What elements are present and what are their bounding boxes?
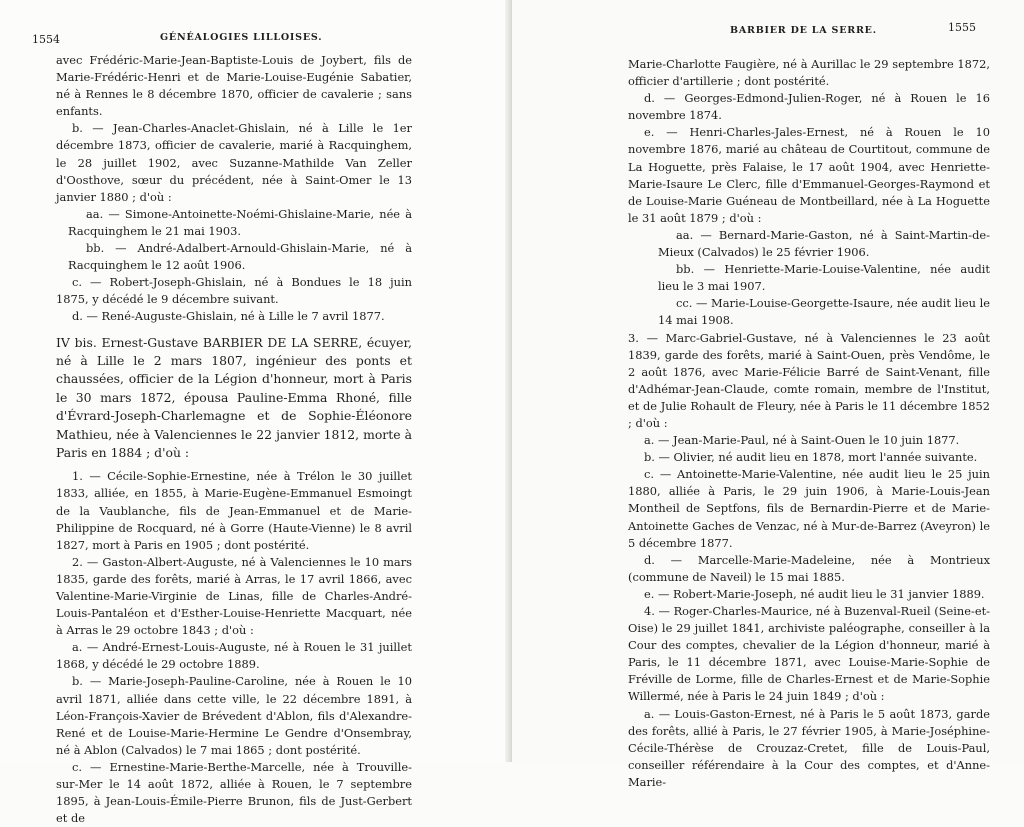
paragraph: aa. — Bernard-Marie-Gaston, né à Saint-Martin-de-Mieux (Calvados) le 25 février 1906. [658, 227, 990, 260]
paragraph: 1. — Cécile-Sophie-Ernestine, née à Trélon le 30 juillet 1833, alliée, en 1855, à Marie-Eugène-Emmanuel Esmoingt de la Vaublanche, fils de Jean-Emmanuel et de Marie-Philippine de Rocquard, né à Gorre (Haute-Vienne) le 8 avril 1827, mort à Paris en 1905 ; dont postérité. [56, 469, 412, 552]
paragraph: d. — René-Auguste-Ghislain, né à Lille le 7 avril 1877. [72, 309, 385, 324]
paragraph: bb. — André-Adalbert-Arnould-Ghislain-Marie, né à Racquinghem le 12 août 1906. [68, 241, 412, 273]
paragraph: bb. — Henriette-Marie-Louise-Valentine, née audit lieu le 3 mai 1907. [658, 262, 990, 294]
right-running-head: BARBIER DE LA SERRE. [730, 25, 877, 36]
right-page-number: 1555 [948, 21, 976, 34]
paragraph: 2. — Gaston-Albert-Auguste, né à Valenciennes le 10 mars 1835, garde des forêts, marié à Arras, le 17 avril 1866, avec Valentine-Marie-Virginie de Linas, fille de Charles-André-Louis-Pantaléon et d'Esther-Louise-Henriette Macquart, née à Arras le 29 octobre 1843 ; d'où : [56, 554, 412, 638]
right-page-text [628, 56, 990, 791]
paragraph: b. — Olivier, né audit lieu en 1878, mort l'année suivante. [644, 450, 978, 465]
paragraph: 3. — Marc-Gabriel-Gustave, né à Valenciennes le 23 août 1839, garde des forêts, marié à Saint-Ouen, près Vendôme, le 2 août 1876, avec Marie-Félicie Barré de Saint-Venant, fille d'Adhémar-Jean-Claude, comte romain, membre de l'Institut, et de Julie Rohault de Fleury, née à Paris le 11 décembre 1852 ; d'où : [628, 330, 990, 430]
paragraph: e. — Robert-Marie-Joseph, né audit lieu le 31 janvier 1889. [644, 586, 985, 601]
paragraph: b. — Jean-Charles-Anaclet-Ghislain, né à Lille le 1er décembre 1873, officier de cavalerie, marié à Racquinghem, le 28 juillet 1902, avec Suzanne-Mathilde Van Zeller d'Oosthove, sœur du précédent, née à Saint-Omer le 13 janvier 1880 ; d'où : [56, 121, 412, 204]
paragraph: a. — André-Ernest-Louis-Auguste, né à Rouen le 31 juillet 1868, y décédé le 29 octobre 1889. [56, 640, 412, 672]
left-page-text [56, 52, 412, 827]
paragraph: b. — Marie-Joseph-Pauline-Caroline, née à Rouen le 10 avril 1871, alliée dans cette ville, le 22 décembre 1891, à Léon-François-Xavier de Brévedent d'Ablon, fils d'Alexandre-René et de Louise-Marie-Hermine Le Gendre d'Onsembray, né à Ablon (Calvados) le 7 mai 1865 ; dont postérité. [56, 674, 412, 757]
paragraph: c. — Antoinette-Marie-Valentine, née audit lieu le 25 juin 1880, alliée à Paris, le 29 juin 1906, à Marie-Louis-Jean Montheil de Septfons, fils de Bernardin-Pierre et de Marie-Antoinette Gaches de Venzac, né à Mur-de-Barrez (Aveyron) le 5 décembre 1877. [628, 467, 990, 550]
paragraph: aa. — Simone-Antoinette-Noémi-Ghislaine-Marie, née à Racquinghem le 21 mai 1903. [68, 206, 412, 238]
paragraph: c. — Robert-Joseph-Ghislain, né à Bondues le 18 juin 1875, y décédé le 9 décembre suivant. [56, 275, 412, 307]
paragraph: d. — Georges-Edmond-Julien-Roger, né à Rouen le 16 novembre 1874. [628, 91, 990, 123]
paragraph: Marie-Charlotte Faugière, né à Aurillac le 29 septembre 1872, officier d'artillerie ; dont postérité. [628, 57, 990, 89]
paragraph: a. — Jean-Marie-Paul, né à Saint-Ouen le 10 juin 1877. [644, 433, 960, 448]
paragraph: c. — Ernestine-Marie-Berthe-Marcelle, née à Trouville-sur-Mer le 14 août 1872, alliée à Rouen, le 7 septembre 1895, à Jean-Louis-Émile-Pierre Brunon, fils de Just-Gerbert et de [56, 759, 412, 826]
paragraph: 4. — Roger-Charles-Maurice, né à Buzenval-Rueil (Seine-et-Oise) le 29 juillet 1841, archiviste paléographe, conseiller à la Cour des comptes, chevalier de la Légion d'honneur, marié à Paris, le 11 décembre 1871, avec Louise-Marie-Sophie de Fréville de Lorme, fille de Charles-Ernest et de Marie-Sophie Willermé, née à Paris le 24 juin 1849 ; d'où : [628, 604, 990, 704]
section-heading: IV bis. Ernest-Gustave BARBIER DE LA SERRE, écuyer, né à Lille le 2 mars 1807, ingénieur des ponts et chaussées, officier de la Légion d'honneur, mort à Paris le 30 mars 1872, épousa Pauline-Emma Rhoné, fille d'Évrard-Joseph-Charlemagne et de Sophie-Éléonore Mathieu, née à Valenciennes le 22 janvier 1812, morte à Paris en 1884 ; d'où : [56, 334, 412, 460]
left-page [0, 0, 512, 826]
right-page [512, 0, 1024, 789]
paragraph: d. — Marcelle-Marie-Madeleine, née à Montrieux (commune de Naveil) le 15 mai 1885. [628, 552, 990, 584]
paragraph: cc. — Marie-Louise-Georgette-Isaure, née audit lieu le 14 mai 1908. [658, 296, 990, 328]
paragraph: avec Frédéric-Marie-Jean-Baptiste-Louis de Joybert, fils de Marie-Frédéric-Henri et de Marie-Louise-Eugénie Sabatier, né à Rennes le 8 décembre 1870, officier de cavalerie ; sans enfants. [56, 53, 412, 119]
left-running-head: GÉNÉALOGIES LILLOISES. [160, 32, 323, 43]
paragraph: a. — Louis-Gaston-Ernest, né à Paris le 5 août 1873, garde des forêts, allié à Paris, le 27 février 1905, à Marie-Joséphine-Cécile-Thérèse de Crouzaz-Cretet, fille de Louis-Paul, conseiller référendaire à la Cour des comptes, et d'Anne-Marie- [628, 706, 990, 789]
left-page-number: 1554 [32, 33, 60, 46]
paragraph: e. — Henri-Charles-Jales-Ernest, né à Rouen le 10 novembre 1876, marié au château de Courtitout, commune de La Hoguette, près Falaise, le 17 août 1904, avec Henriette-Marie-Isaure Le Clerc, fille d'Emmanuel-Georges-Raymond et de Louise-Marie Guéneau de Montbeillard, née à La Hoguette le 31 août 1879 ; d'où : [628, 125, 990, 225]
